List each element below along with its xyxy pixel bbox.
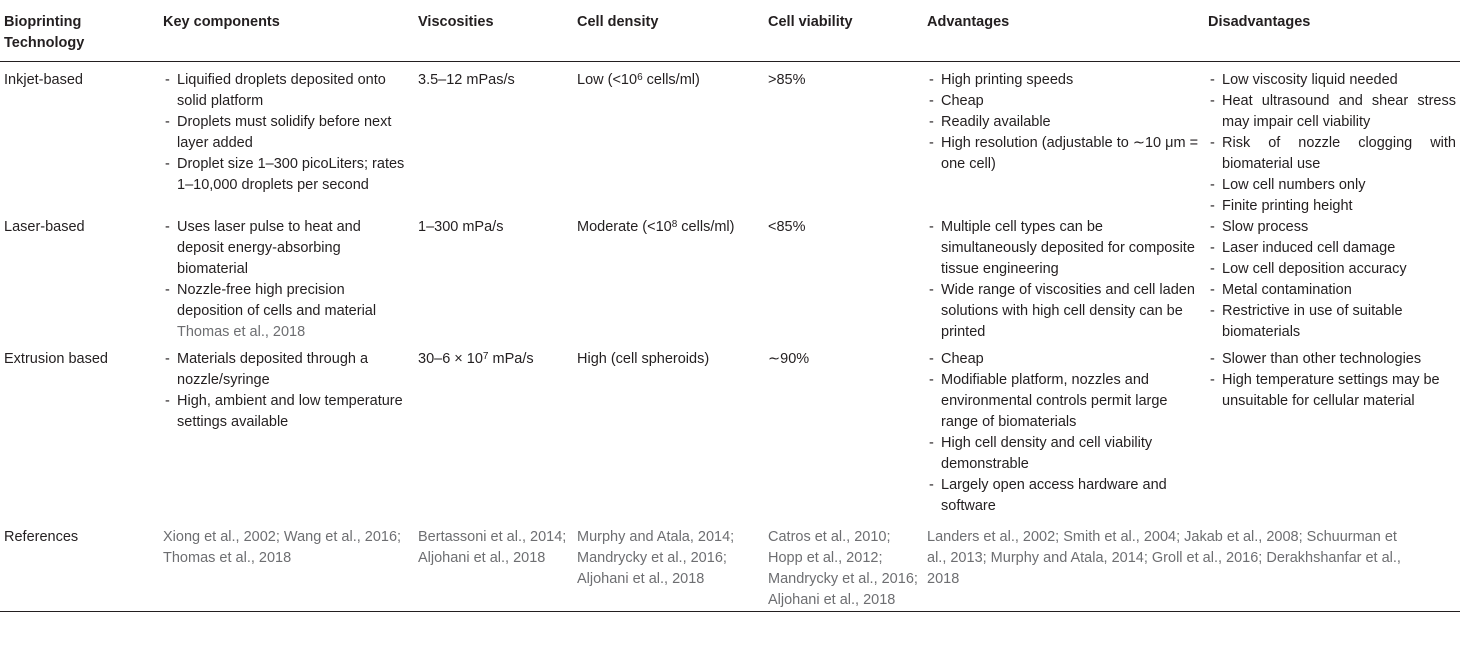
superscript-exponent: 7 — [482, 351, 489, 362]
table-row — [0, 349, 1460, 517]
table-row — [0, 217, 1460, 349]
cell-viability-cell: ∼90% — [768, 351, 810, 367]
viscosity-text: 30–6 × 10 — [418, 351, 483, 367]
list-item: - Laser induced cell damage — [1208, 238, 1456, 259]
cell-viability-cell: <85% — [768, 219, 806, 235]
list-item: - Materials deposited through a nozzle/syringe — [163, 349, 410, 391]
reference-link[interactable]: Thomas et al., 2018 — [177, 324, 306, 340]
table-header — [0, 0, 1460, 62]
key-components-references[interactable]: Xiong et al., 2002; Wang et al., 2016; Thomas et al., 2018 — [159, 517, 414, 612]
list-item: - High printing speeds — [927, 70, 1200, 91]
cell-density-unit: cells/ml) — [677, 219, 735, 235]
viscosity-cell — [414, 349, 573, 517]
list-item: - Multiple cell types can be simultaneously deposited for composite tissue engineering — [927, 217, 1200, 280]
list-item: - Risk of nozzle clogging with biomaterial use — [1208, 133, 1456, 175]
cell-density-cell: High (cell spheroids) — [577, 351, 710, 367]
header-row — [0, 0, 1460, 62]
key-components-list — [163, 70, 410, 196]
list-item: - Low viscosity liquid needed — [1208, 70, 1456, 91]
list-item: - Droplet size 1–300 picoLiters; rates 1–10,000 droplets per second — [163, 154, 410, 196]
header-cell-viability: Cell viability — [764, 0, 923, 62]
list-item: - High temperature settings may be unsuitable for cellular material — [1208, 370, 1456, 412]
list-item: - Cheap — [927, 91, 1200, 112]
list-item: - Restrictive in use of suitable biomaterials — [1208, 301, 1456, 343]
advantages-disadvantages-references[interactable] — [923, 517, 1460, 612]
list-item: - Liquified droplets deposited onto solid platform — [163, 70, 410, 112]
disadvantages-cell — [1204, 62, 1460, 218]
disadvantages-list — [1208, 70, 1456, 217]
cell-density-cell — [573, 62, 764, 218]
table-row — [0, 62, 1460, 218]
list-item: - Readily available — [927, 112, 1200, 133]
disadvantages-list — [1208, 349, 1456, 412]
key-components-cell — [159, 349, 414, 517]
cell-density-text: Moderate (<10 — [577, 219, 672, 235]
key-components-cell — [159, 217, 414, 349]
viscosity-cell: 1–300 mPa/s — [418, 219, 504, 235]
list-item: - Largely open access hardware and software — [927, 475, 1200, 517]
list-item: - High resolution (adjustable to ∼10 μm = one cell) — [927, 133, 1200, 175]
disadvantages-list — [1208, 217, 1456, 343]
advantages-cell — [923, 217, 1204, 349]
advantages-list — [927, 70, 1200, 175]
key-components-cell — [159, 62, 414, 218]
cell-density-references[interactable]: Murphy and Atala, 2014; Mandrycky et al., 2016; Aljohani et al., 2018 — [573, 517, 764, 612]
disadvantages-cell — [1204, 349, 1460, 517]
list-item: - Finite printing height — [1208, 196, 1456, 217]
header-key-components: Key components — [159, 0, 414, 62]
list-item — [163, 280, 410, 343]
list-item: - High, ambient and low temperature settings available — [163, 391, 410, 433]
key-components-list — [163, 349, 410, 433]
header-disadvantages: Disadvantages — [1204, 0, 1460, 62]
viscosities-references[interactable]: Bertassoni et al., 2014; Aljohani et al., 2018 — [414, 517, 573, 612]
advantages-disadvantages-references-text[interactable]: Landers et al., 2002; Smith et al., 2004; Jakab et al., 2008; Schuurman et al., 2013; Murphy and Atala, 2014; Groll et al., 2016; Derakhshanfar et al., 2018 — [927, 529, 1401, 587]
cell-viability-cell: >85% — [768, 72, 806, 88]
superscript-exponent: 8 — [671, 219, 678, 230]
list-item: - Low cell numbers only — [1208, 175, 1456, 196]
advantages-cell — [923, 62, 1204, 218]
cell-viability-references[interactable]: Catros et al., 2010; Hopp et al., 2012; Mandrycky et al., 2016; Aljohani et al., 2018 — [764, 517, 923, 612]
viscosity-unit: mPa/s — [488, 351, 534, 367]
list-item: - Heat ultrasound and shear stress may impair cell viability — [1208, 91, 1456, 133]
advantages-list — [927, 349, 1200, 517]
list-item: - Slow process — [1208, 217, 1456, 238]
references-label: References — [0, 517, 159, 612]
advantages-cell — [923, 349, 1204, 517]
header-viscosities: Viscosities — [414, 0, 573, 62]
cell-density-text: Low (<10 — [577, 72, 638, 88]
list-item: - Low cell deposition accuracy — [1208, 259, 1456, 280]
list-item: - Modifiable platform, nozzles and environmental controls permit large range of biomaterials — [927, 370, 1200, 433]
technology-cell: Inkjet-based — [4, 72, 83, 88]
viscosity-cell: 3.5–12 mPas/s — [418, 72, 515, 88]
references-row — [0, 517, 1460, 612]
list-item: - High cell density and cell viability demonstrable — [927, 433, 1200, 475]
key-components-list — [163, 217, 410, 343]
cell-density-unit: cells/ml) — [642, 72, 700, 88]
list-item: - Slower than other technologies — [1208, 349, 1456, 370]
disadvantages-cell — [1204, 217, 1460, 349]
header-cell-density: Cell density — [573, 0, 764, 62]
header-advantages: Advantages — [923, 0, 1204, 62]
list-item: - Cheap — [927, 349, 1200, 370]
superscript-exponent: 6 — [637, 72, 643, 83]
cell-density-cell — [573, 217, 764, 349]
technology-cell: Laser-based — [4, 219, 85, 235]
list-item-text: Nozzle-free high precision deposition of cells and material — [177, 282, 377, 319]
list-item: - Droplets must solidify before next layer added — [163, 112, 410, 154]
list-item: - Wide range of viscosities and cell laden solutions with high cell density can be printed — [927, 280, 1200, 343]
list-item: - Uses laser pulse to heat and deposit energy-absorbing biomaterial — [163, 217, 410, 280]
header-technology: Bioprinting Technology — [0, 0, 159, 62]
advantages-list — [927, 217, 1200, 343]
technology-cell: Extrusion based — [4, 351, 108, 367]
list-item: - Metal contamination — [1208, 280, 1456, 301]
